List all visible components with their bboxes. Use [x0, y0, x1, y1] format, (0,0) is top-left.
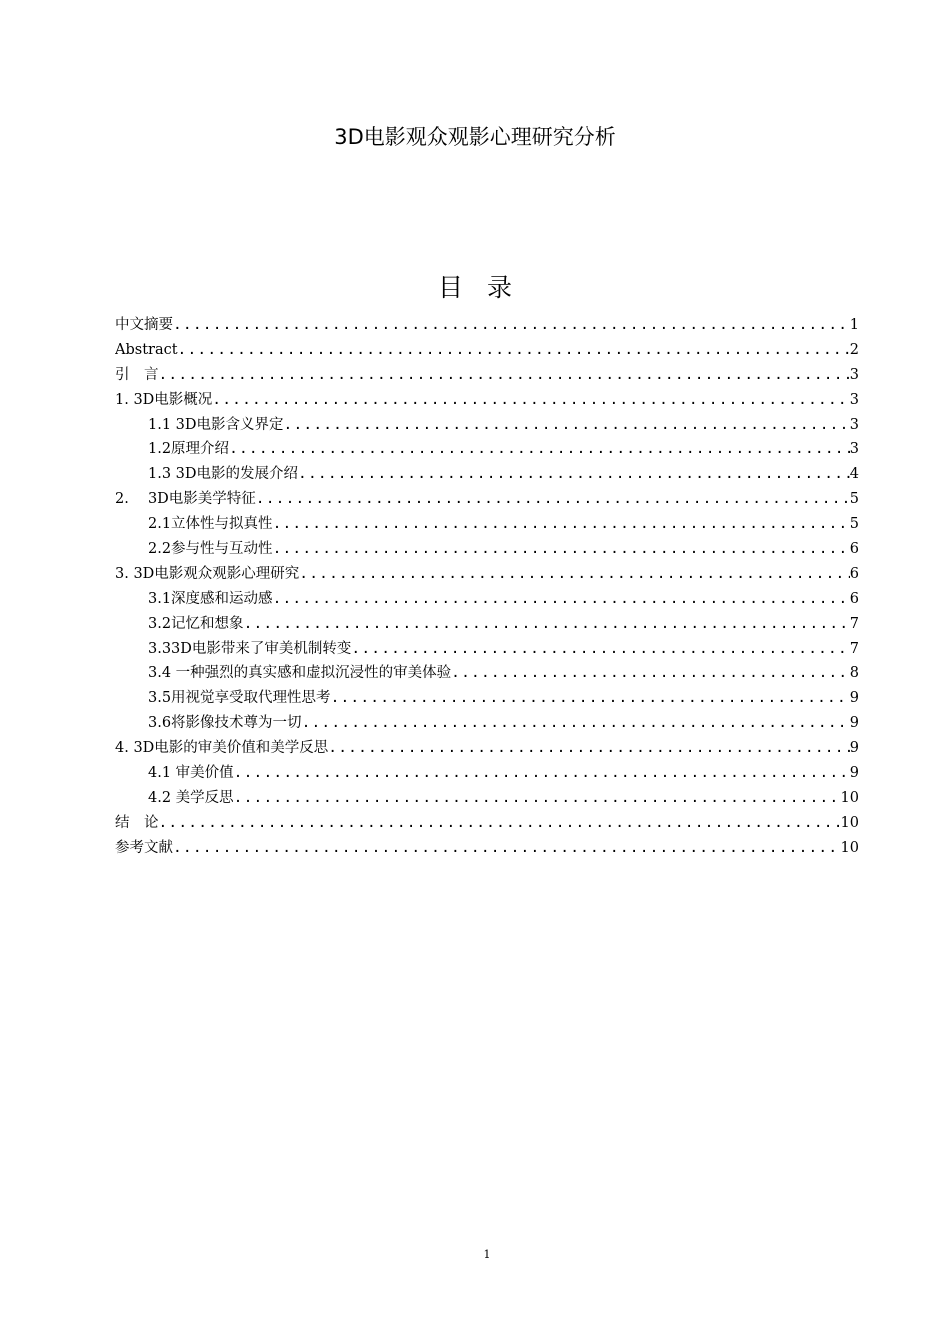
toc-entry[interactable] [115, 686, 859, 711]
toc-entry-page: 7 [849, 640, 859, 657]
toc-entry-label: 3.5用视觉享受取代理性思考 [148, 690, 331, 707]
toc-entry-label: 3.2记忆和想象 [148, 615, 244, 632]
toc-entry-label: Abstract [115, 341, 178, 358]
toc-entry-page: 3 [849, 366, 859, 383]
toc-leader-dots [173, 313, 850, 338]
toc-entry-page: 9 [849, 715, 859, 732]
toc-entry-label: 4.2 美学反思 [148, 789, 234, 806]
toc-entry[interactable] [115, 363, 859, 388]
toc-entry[interactable] [115, 437, 859, 462]
toc-leader-dots [299, 562, 849, 587]
toc-entry-label: 结 论 [115, 814, 159, 831]
toc-entry[interactable] [115, 612, 859, 637]
toc-entry-label: 1.1 3D电影含义界定 [148, 416, 284, 433]
toc-entry-label: 3.1深度感和运动感 [148, 590, 273, 607]
toc-entry-page: 5 [849, 491, 859, 508]
toc-entry-page: 1 [849, 317, 859, 333]
toc-entry[interactable] [115, 338, 859, 363]
toc-entry[interactable] [115, 462, 859, 487]
toc-leader-dots [212, 388, 849, 413]
toc-entry-page: 9 [849, 765, 859, 782]
toc-leader-dots [173, 836, 841, 861]
toc-leader-dots [298, 462, 850, 487]
toc-entry[interactable] [115, 562, 859, 587]
toc-entry[interactable] [115, 786, 859, 811]
toc-entry[interactable] [115, 661, 859, 686]
toc-entry-label: 3.4 一种强烈的真实感和虚拟沉浸性的审美体验 [148, 665, 452, 682]
toc-leader-dots [159, 363, 850, 388]
toc-entry-page: 3 [849, 391, 859, 408]
toc-entry-label: 3.6将影像技术尊为一切 [148, 715, 302, 732]
toc-leader-dots [284, 413, 850, 438]
toc-entry[interactable] [115, 537, 859, 562]
toc-entry[interactable] [115, 811, 859, 836]
toc-entry-page: 7 [849, 615, 859, 632]
toc-entry[interactable] [115, 388, 859, 413]
toc-leader-dots [302, 711, 850, 736]
toc-entry-page: 10 [840, 789, 859, 806]
toc-leader-dots [244, 612, 850, 637]
toc-entry-page: 9 [849, 740, 859, 757]
toc-entry[interactable] [115, 313, 859, 338]
toc-entry-label: 2. 3D电影美学特征 [115, 491, 256, 508]
toc-leader-dots [328, 736, 849, 761]
toc-entry-page: 3 [849, 416, 859, 433]
toc-entry[interactable] [115, 512, 859, 537]
toc-entry[interactable] [115, 736, 859, 761]
toc-entry-label: 中文摘要 [115, 317, 173, 333]
toc-leader-dots [256, 487, 850, 512]
toc-leader-dots [273, 587, 850, 612]
toc-entry[interactable] [115, 836, 859, 861]
toc-entry-page: 2 [849, 341, 859, 358]
toc-entry-label: 1. 3D电影概况 [115, 391, 213, 408]
toc-entry[interactable] [115, 413, 859, 438]
toc-entry-label: 2.2参与性与互动性 [148, 541, 273, 558]
toc-leader-dots [273, 537, 850, 562]
toc-entry-label: 1.2原理介绍 [148, 441, 230, 458]
toc-leader-dots [234, 786, 841, 811]
toc-entry-page: 5 [849, 516, 859, 533]
toc-entry-page: 9 [849, 690, 859, 707]
toc-entry-page: 10 [840, 839, 859, 856]
toc-entry[interactable] [115, 587, 859, 612]
document-title: 3D电影观众观影心理研究分析 [334, 125, 616, 149]
toc-entry-page: 6 [849, 541, 859, 558]
toc-entry-page: 4 [849, 466, 859, 483]
page-number: 1 [483, 1248, 491, 1261]
toc-entry-page: 6 [849, 565, 859, 582]
toc-leader-dots [229, 437, 850, 462]
toc-entry-label: 4.1 审美价值 [148, 765, 234, 782]
toc-leader-dots [451, 661, 850, 686]
toc-entry[interactable] [115, 487, 859, 512]
toc-entry-label: 3.33D电影带来了审美机制转变 [148, 640, 352, 657]
toc-leader-dots [159, 811, 841, 836]
toc-leader-dots [273, 512, 850, 537]
toc-leader-dots [351, 637, 849, 662]
toc-leader-dots [234, 761, 850, 786]
toc-heading: 目录 [437, 273, 536, 302]
toc-leader-dots [178, 338, 850, 363]
toc-entry-label: 2.1立体性与拟真性 [148, 516, 273, 533]
toc-entry-page: 3 [849, 441, 859, 458]
toc-entry-label: 参考文献 [115, 839, 173, 856]
table-of-contents [115, 313, 859, 861]
toc-entry-page: 8 [849, 665, 859, 682]
toc-entry[interactable] [115, 761, 859, 786]
toc-entry-label: 1.3 3D电影的发展介绍 [148, 466, 299, 483]
toc-entry[interactable] [115, 637, 859, 662]
toc-entry-page: 10 [840, 814, 859, 831]
toc-entry-label: 引 言 [115, 366, 159, 383]
toc-entry-page: 6 [849, 590, 859, 607]
toc-entry[interactable] [115, 711, 859, 736]
toc-entry-label: 4. 3D电影的审美价值和美学反思 [115, 740, 329, 757]
toc-entry-label: 3. 3D电影观众观影心理研究 [115, 565, 300, 582]
toc-leader-dots [331, 686, 850, 711]
